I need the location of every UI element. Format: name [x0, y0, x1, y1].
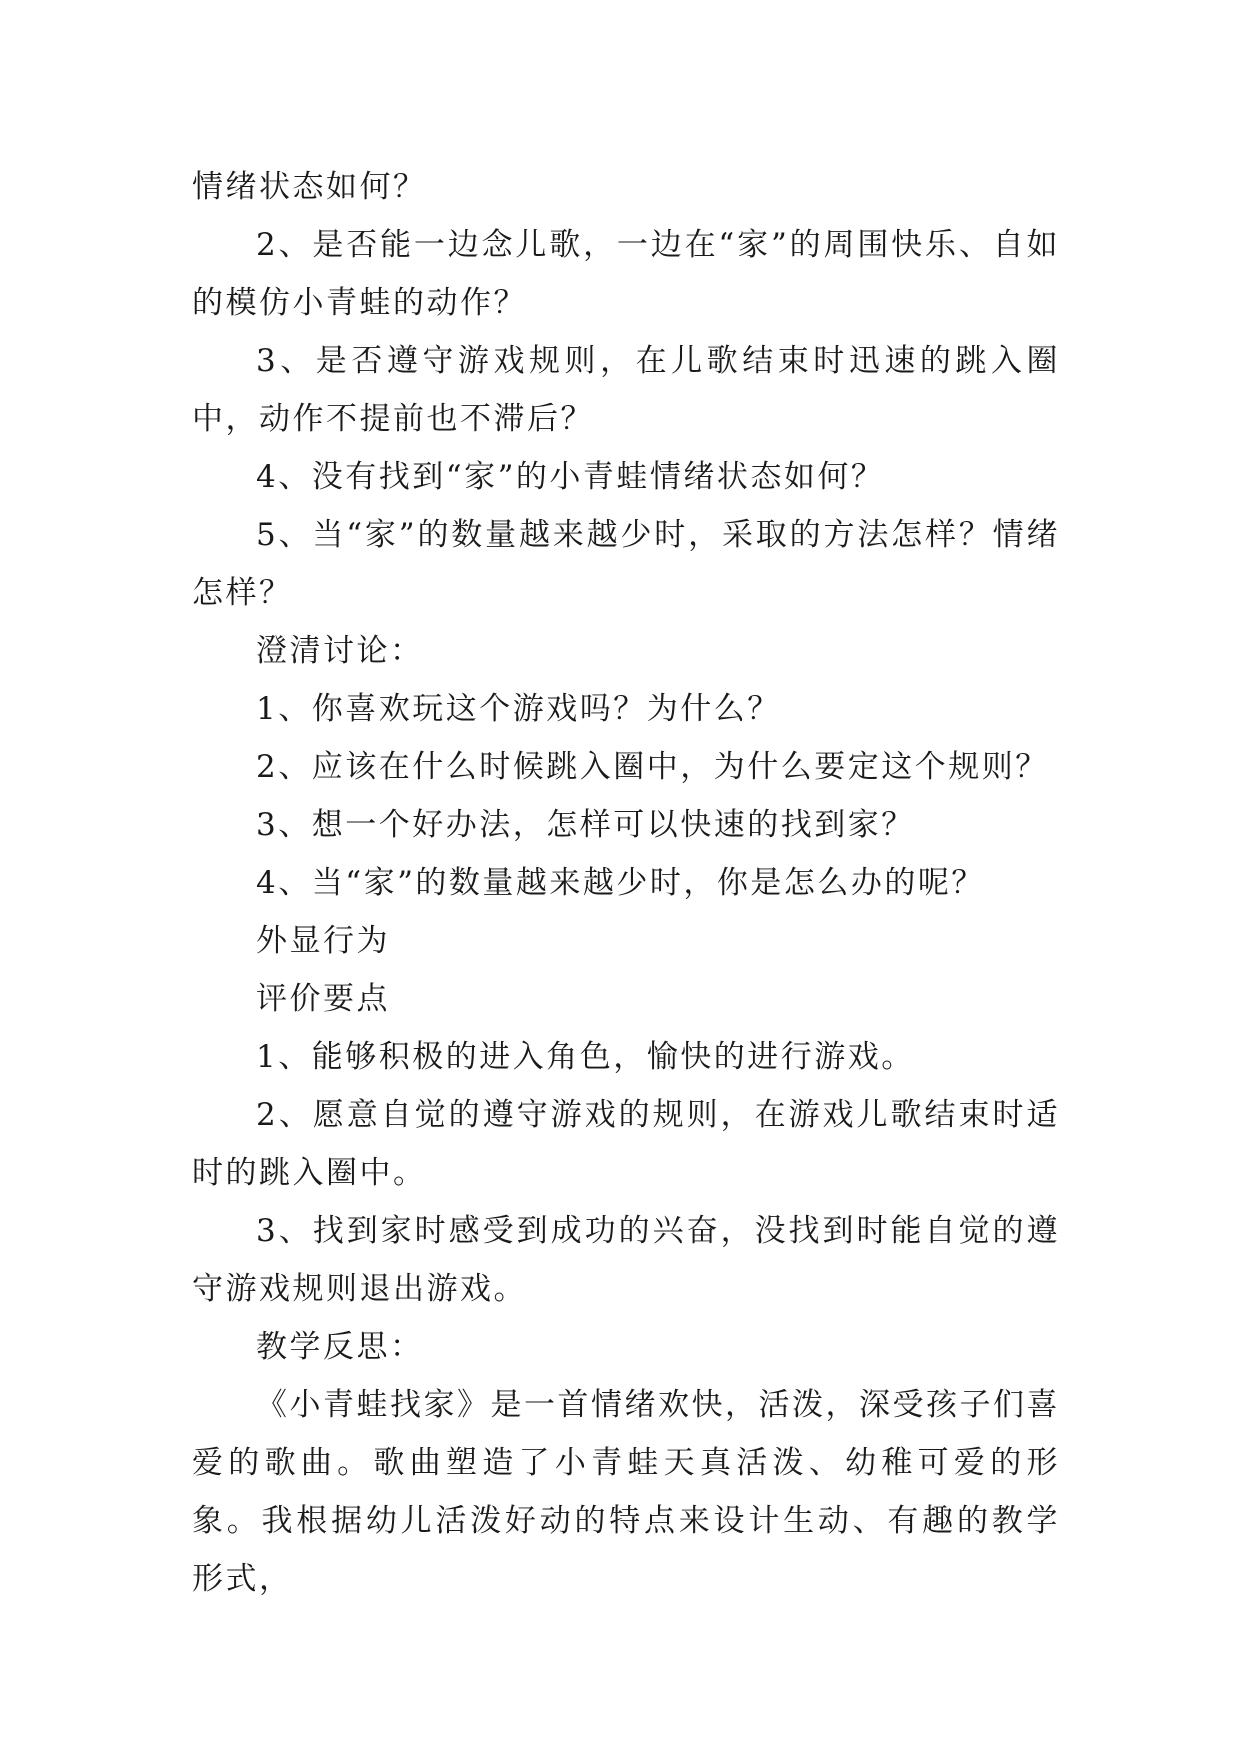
document-body [192, 158, 1060, 1608]
paragraph-4: 4、没有找到“家”的小青蛙情绪状态如何？ [256, 459, 885, 495]
section-heading-reflection: 教学反思： [256, 1329, 424, 1365]
section-heading-evaluation: 评价要点 [256, 981, 390, 1017]
section-heading-behavior: 外显行为 [256, 923, 390, 959]
paragraph-7: 1、你喜欢玩这个游戏吗？为什么？ [256, 691, 781, 727]
paragraph-10: 4、当“家”的数量越来越少时，你是怎么办的呢？ [256, 865, 985, 901]
paragraph-5: 5、当“家”的数量越来越少时，采取的方法怎样？情绪怎样？ [192, 517, 1060, 611]
section-heading-clarify: 澄清讨论： [256, 633, 424, 669]
paragraph-8: 2、应该在什么时候跳入圈中，为什么要定这个规则？ [256, 749, 1049, 785]
paragraph-1: 情绪状态如何？ [192, 169, 427, 205]
paragraph-2: 2、是否能一边念儿歌，一边在“家”的周围快乐、自如的模仿小青蛙的动作？ [192, 227, 1060, 321]
paragraph-3: 3、是否遵守游戏规则，在儿歌结束时迅速的跳入圈中，动作不提前也不滞后？ [192, 343, 1060, 437]
paragraph-17: 《小青蛙找家》是一首情绪欢快，活泼，深受孩子们喜爱的歌曲。歌曲塑造了小青蛙天真活泼、幼稚可爱的形象。我根据幼儿活泼好动的特点来设计生动、有趣的教学形式， [192, 1387, 1060, 1597]
paragraph-9: 3、想一个好办法，怎样可以快速的找到家？ [256, 807, 915, 843]
paragraph-13: 1、能够积极的进入角色，愉快的进行游戏。 [256, 1039, 915, 1075]
paragraph-15: 3、找到家时感受到成功的兴奋，没找到时能自觉的遵守游戏规则退出游戏。 [192, 1213, 1060, 1307]
paragraph-14: 2、愿意自觉的遵守游戏的规则，在游戏儿歌结束时适时的跳入圈中。 [192, 1097, 1060, 1191]
